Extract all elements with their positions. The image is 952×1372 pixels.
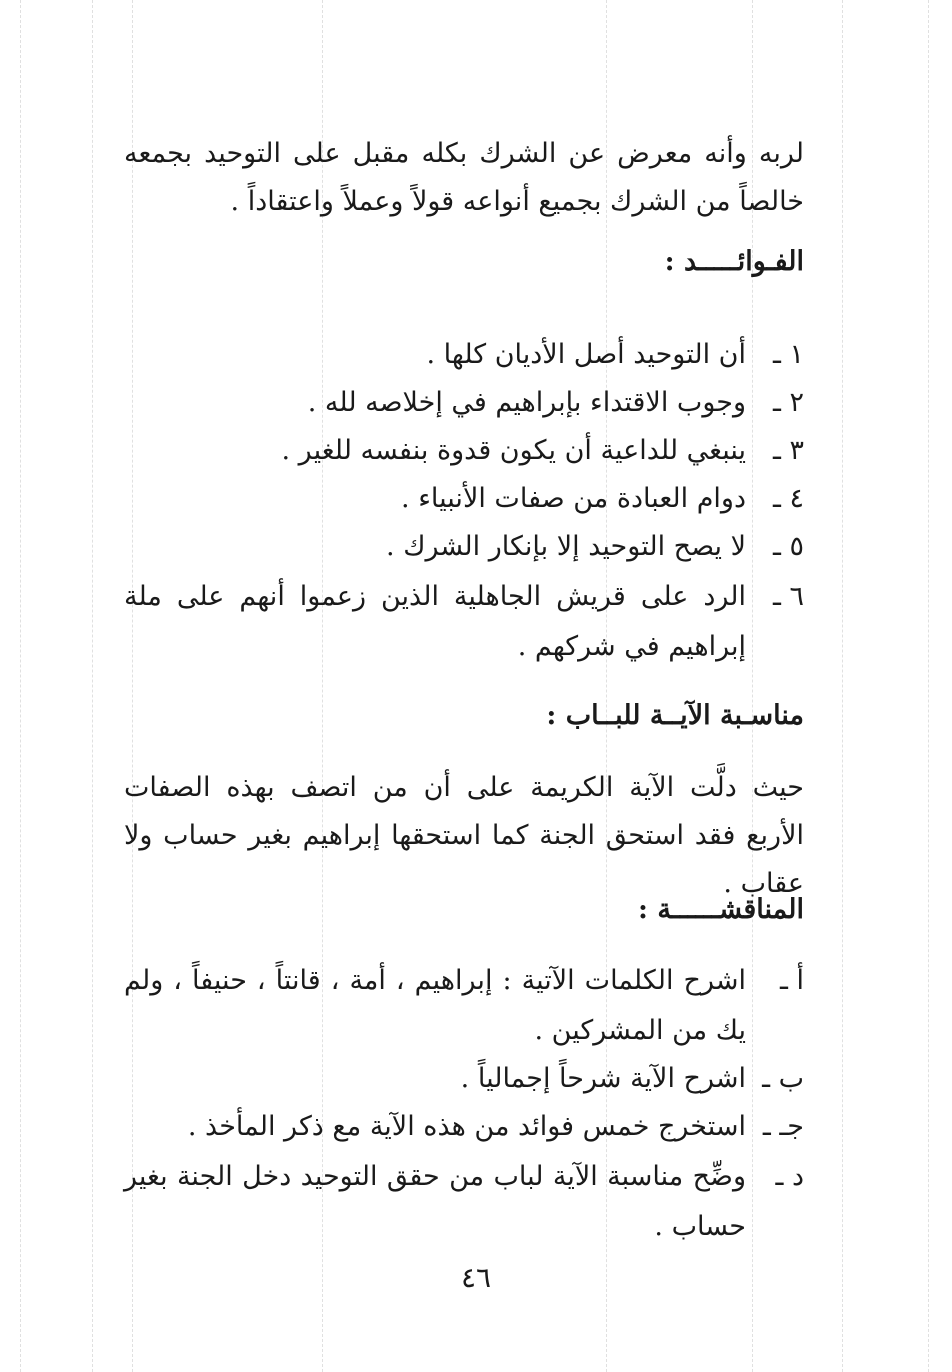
list-item-letter: د ـ (775, 1161, 804, 1192)
scan-line (20, 0, 21, 1372)
list-item-text: وضِّح مناسبة الآية لباب من حقق التوحيد دخل الجنة بغير حساب . (124, 1161, 746, 1242)
list-item-text: الرد على قريش الجاهلية الذين زعموا أنهم على ملة إبراهيم في شركهم . (124, 581, 746, 662)
list-item (124, 426, 804, 476)
list-item (124, 956, 804, 1056)
list-item (124, 1054, 804, 1104)
list-item (124, 474, 804, 524)
list-item (124, 522, 804, 572)
scan-line (92, 0, 93, 1372)
page-number: ٤٦ (460, 1261, 492, 1294)
list-item-text: اشرح الآية شرحاً إجمالياً . (460, 1063, 746, 1094)
list-item (124, 1152, 804, 1252)
relevance-paragraph: حيث دلَّت الآية الكريمة على أن من اتصف بهذه الصفات الأربع فقد استحق الجنة كما استحقها إبراهيم بغير حساب ولا عقاب . (124, 772, 804, 899)
list-item-letter: أ ـ (780, 965, 804, 996)
list-item (124, 1102, 804, 1152)
list-item-number: ٣ ـ (772, 435, 804, 466)
benefits-heading: الفـوائـــــد : (664, 246, 804, 277)
list-item-text: استخرج خمس فوائد من هذه الآية مع ذكر المأخذ . (187, 1111, 746, 1142)
list-item-text: أن التوحيد أصل الأديان كلها . (426, 339, 746, 370)
scan-line (842, 0, 843, 1372)
list-item-number: ٢ ـ (772, 387, 804, 418)
list-item (124, 572, 804, 672)
list-item-letter: ب ـ (762, 1063, 804, 1094)
list-item (124, 378, 804, 428)
list-item-number: ١ ـ (772, 339, 804, 370)
list-item-text: وجوب الاقتداء بإبراهيم في إخلاصه لله . (307, 387, 746, 418)
discussion-heading: المناقشــــــة : (637, 894, 804, 925)
list-item-text: لا يصح التوحيد إلا بإنكار الشرك . (386, 531, 746, 562)
scan-line (928, 0, 929, 1372)
list-item-letter: جـ ـ (762, 1111, 804, 1142)
list-item-number: ٦ ـ (772, 581, 804, 612)
intro-paragraph: لربه وأنه معرض عن الشرك بكله مقبل على التوحيد بجمعه خالصاً من الشرك بجميع أنواعه قولاً وعملاً واعتقاداً . (124, 138, 804, 217)
list-item-number: ٤ ـ (772, 483, 804, 514)
relevance-heading: مناسـبة الآيــة للبــاب : (546, 700, 804, 731)
list-item (124, 330, 804, 380)
list-item-text: اشرح الكلمات الآتية : إبراهيم ، أمة ، قانتاً ، حنيفاً ، ولم يك من المشركين . (124, 965, 746, 1046)
list-item-text: دوام العبادة من صفات الأنبياء . (401, 483, 746, 514)
list-item-text: ينبغي للداعية أن يكون قدوة بنفسه للغير . (281, 435, 746, 466)
list-item-number: ٥ ـ (772, 531, 804, 562)
